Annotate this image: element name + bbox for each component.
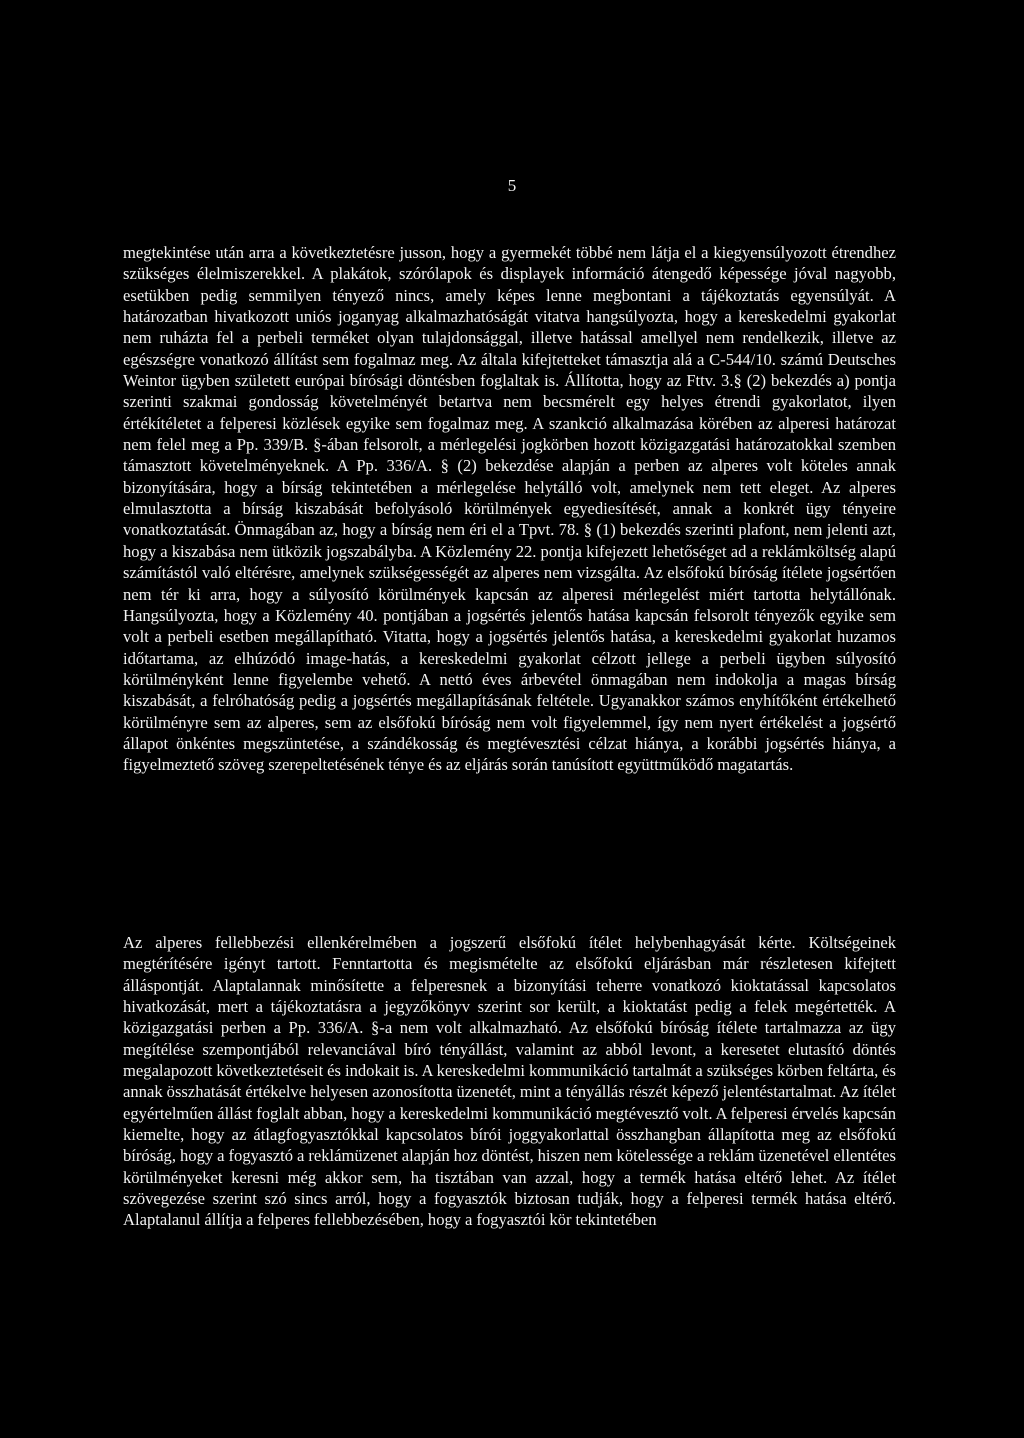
page-number: 5 [507,176,517,195]
body-paragraph-2: Az alperes fellebbezési ellenkérelmében a jogszerű elsőfokú ítélet helybenhagyását kérte. Költségeinek megtérítésére igényt tartott. Fenntartotta és megismételte az elsőfokú eljárásban már részletesen kifejtett álláspontját. Alaptalannak minősítette a felperesnek a bizonyítási teherre vonatkozó kioktatással kapcsolatos hivatkozását, mert a tájékoztatásra a jegyzőkönyv szerint sor került, a kioktatást pedig a felek megértették. A közigazgatási perben a Pp. 336/A. §-a nem volt alkalmazható. Az elsőfokú bíróság ítélete tartalmazza az ügy megítélése szempontjából relevanciával bíró tényállást, valamint az abból levont, a keresetet elutasító döntés megalapozott következtetéseit és indokait is. A kereskedelmi kommunikáció tartalmát a szükséges körben feltárta, és annak összhatását értékelve helyesen azonosította üzenetét, mint a tényállás részét képező jelentéstartalmat. Az ítélet egyértelműen állást foglalt abban, hogy a kereskedelmi kommunikáció megtévesztő volt. A felperesi érvelés kapcsán kiemelte, hogy az átlagfogyasztókkal kapcsolatos bírói joggyakorlattal összhangban állapította meg az elsőfokú bíróság, hogy a fogyasztó a reklámüzenet alapján hoz döntést, hiszen nem kötelessége a reklám üzenetével ellentétes körülményeket keresni még akkor sem, ha tisztában van azzal, hogy a termék hatása eltérő lehet. Az ítélet szövegezése szerint szó sincs arról, hogy a fogyasztók biztosan tudják, hogy a felperesi termék hatása eltérő. Alaptalanul állítja a felperes fellebbezésében, hogy a fogyasztói kör tekintetében [123,933,896,1230]
body-paragraph-1: megtekintése után arra a következtetésre jusson, hogy a gyermekét többé nem látja el a kiegyensúlyozott étrendhez szükséges élelmiszerekkel. A plakátok, szórólapok és displayek információ átengedő képessége jóval nagyobb, esetükben pedig semmilyen tényező nincs, amely képes lenne megbontani a tájékoztatás egyensúlyát. A határozatban hivatkozott uniós joganyag alkalmazhatóságát vitatva hangsúlyozta, hogy a kereskedelmi gyakorlat nem ruházta fel a perbeli terméket olyan tulajdonsággal, illetve hatással amellyel nem rendelkezik, illetve az egészségre vonatkozó állítást sem fogalmaz meg. Az általa kifejtetteket támasztja alá a C-544/10. számú Deutsches Weintor ügyben született európai bírósági döntésben foglaltak is. Állította, hogy az Fttv. 3.§ (2) bekezdés a) pontja szerinti szakmai gondosság követelményét betartva nem becsmérelt egy helyes étrendi gyakorlatot, ilyen értékítéletet a felperesi közlések egyike sem fogalmaz meg. A szankció alkalmazása körében az alperesi határozat nem felel meg a Pp. 339/B. §-ában felsorolt, a mérlegelési jogkörben hozott közigazgatási határozatokkal szemben támasztott követelményeknek. A Pp. 336/A. § (2) bekezdése alapján a perben az alperes volt köteles annak bizonyítására, hogy a bírság tekintetében a mérlegelése helytálló volt, amelynek nem tett eleget. Az alperes elmulasztotta a bírság kiszabását befolyásoló körülmények egyediesítését, annak a konkrét ügy tényeire vonatkoztatását. Önmagában az, hogy a bírság nem éri el a Tpvt. 78. § (1) bekezdés szerinti plafont, nem jelenti azt, hogy a kiszabása nem ütközik jogszabályba. A Közlemény 22. pontja kifejezett lehetőséget ad a reklámköltség alapú számítástól való eltérésre, amelynek szükségességét az alperes nem vizsgálta. Az elsőfokú bíróság ítélete jogsértően nem tér ki arra, hogy a súlyosító körülmények kapcsán az alperesi mérlegelést miért tartotta helytállónak. Hangsúlyozta, hogy a Közlemény 40. pontjában a jogsértés jelentős hatása kapcsán felsorolt tényezők egyike sem volt a perbeli esetben megállapítható. Vitatta, hogy a jogsértés jelentős hatása, a kereskedelmi gyakorlat huzamos időtartama, az elhúzódó image-hatás, a kereskedelmi gyakorlat célzott jellege a perbeli ügyben súlyosító körülményként lenne figyelembe vehető. A nettó éves árbevétel önmagában nem indokolja a magas bírság kiszabását, a felróhatóság pedig a jogsértés megállapításának feltétele. Ugyanakkor számos enyhítőként értékelhető körülményre sem az alperes, sem az elsőfokú bíróság nem volt figyelemmel, így nem nyert értékelést a jogsértő állapot önkéntes megszüntetése, a szándékosság és megtévesztési célzat hiánya, a korábbi jogsértés hiánya, a figyelmeztető szöveg szerepeltetésének ténye és az eljárás során tanúsított együttműködő magatartás. [123,243,896,775]
